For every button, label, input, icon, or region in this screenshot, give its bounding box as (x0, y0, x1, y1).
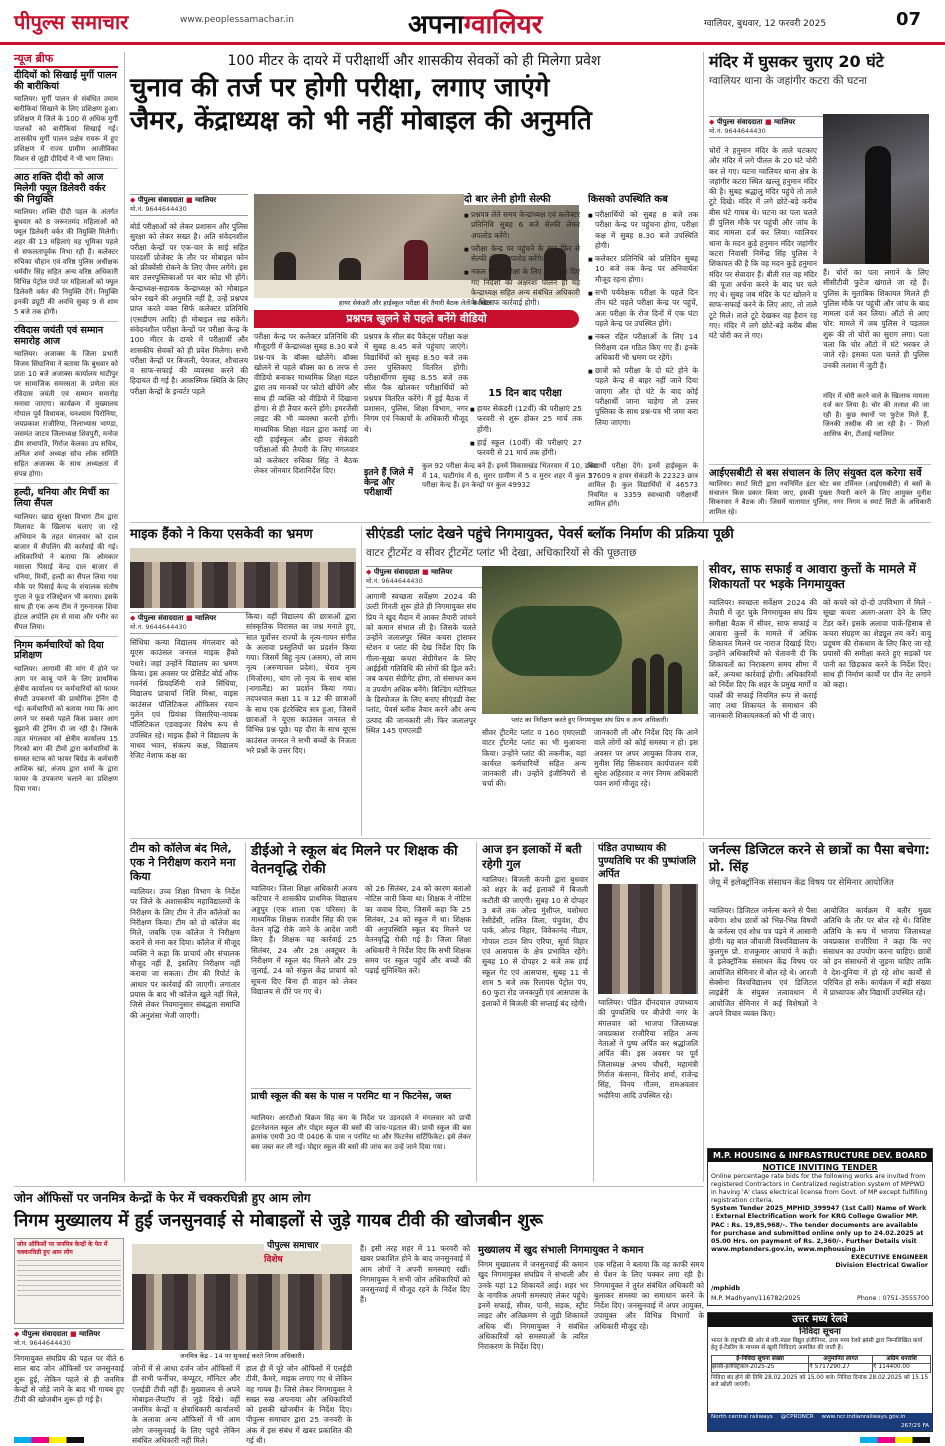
masthead (0, 0, 945, 46)
railway-body: भारत के राष्ट्रपति की ओर से वरि.मंडल विद्युत इंजीनियर, उत्तर मध्य रेलवे झांसी द्वारा निम्नलिखित कार्य हेतु ई-टेंडरिंग के माध्यम से खुली निविदाएं आमंत्रित की जाती हैं। (711, 1338, 923, 1352)
selfie-item: ■ परीक्षा केन्द्र पर पहुंचने के बाद फिर से सेल्फी लेकर अपलोड करेंगे। (464, 244, 580, 265)
zone-text-col4: हैं। इसी तरह शहर में 11 फरवरी को खबर प्रकाशित होने के बाद जनसुनवाई में आम लोगों ने अपनी समस्याएं रखीं। निगमायुक्त ने सभी जोन अधिकारियों को जनसुनवाई में मौजूद रहने के निर्देश दिए हैं। (360, 1244, 470, 1305)
zone-text-col2: जोनों में से आधा दर्जन जोन ऑफिसों में ही सभी फर्नीचर, कंप्यूटर, मॉनिटर और एलईडी टीवी नहीं हैं। मुख्यालय से अपने मोबाइल-लैपटॉप से जुड़े दिखे। वहीं जनमित्र केन्द्रों व क्षेत्राधिकारी कार्यालयों के अलावा अन्य ऑफिसों में भी आम लोग जनसुनवाई के लिए पहुंचे लेकिन संबंधित अधिकारी नहीं मिले। (132, 1364, 240, 1446)
byline: ◆ पीपुल्स संवाददाता ■ ग्वालियर मो.नं. 9644644430 (14, 1328, 124, 1350)
bus-headline: प्राची स्कूल की बस के पास न परमिट था न फिटनेस, जब्त (251, 1088, 471, 1103)
presence-item: ■ कलेक्टर प्रतिनिधि को प्रतिदिन सुबह 10 बजे तक केन्द्र पर अनिवार्यतः मौजूद रहना होगा। (588, 254, 698, 285)
railway-footer (708, 1413, 932, 1431)
tender-footer-right: Phone : 0751-3555700 (857, 1294, 929, 1302)
column-rule (361, 526, 362, 836)
column-rule (703, 842, 704, 1182)
divider (14, 483, 118, 484)
presence-item: ■ नकल रहित परीक्षाओं के लिए 14 निरीक्षण दल गठित किए गए हैं। इनके अधिकारी भी भ्रमण पर रहेंगे। (588, 332, 698, 363)
railway-footer-left: North central railways (711, 1414, 773, 1420)
tender-footer-left: M.P. Madhyam/116782/2025 (711, 1294, 801, 1302)
tender-notice (707, 1148, 933, 1306)
mike-hanko-story (130, 526, 356, 836)
railway-notice-no: 267/25 FA (901, 1423, 929, 1429)
sewer-story (709, 562, 931, 836)
tender-social: /mphidb (711, 1284, 741, 1292)
college-headline: टीम को कॉलेज बंद मिले, एक ने निरीक्षण कराने मना किया (130, 842, 236, 883)
tender-title: NOTICE INVITING TENDER (762, 1163, 878, 1172)
lead-subhead: प्रश्नपत्र खुलने से पहले बनेंगे वीडियो (254, 310, 579, 328)
column-rule (593, 842, 594, 1182)
lead-text-col1: बोर्ड परीक्षाओं को लेकर प्रशासन और पुलिस सुरक्षा को लेकर सख्त है। अति संवेदनशील परीक्षा केन्द्रों पर एक-चार के साई सहित पारदर्शी प्रोजेक्ट के तौर पर मोबाइल फोन को फ्रीक्वेंसी रोकने के लिए जैमर लगेंगे। इस बार उत्तरपुस्तिकाओं पर बार कोड भी होंगे। केन्द्राध्यक्ष-सहायक केन्द्राध्यक्ष को मोबाइल फोन रखने की अनुमति नहीं है, उन्हें प्रश्नपत्र प्राप्त करते वक्त सिर्फ कलेक्टर प्रतिनिधि (एसडीएम आदि) ही मोबाइल रख सकेंगे। संवेदनशील परीक्षा केन्द्रों पर परीक्षा केन्द्र के 100 मीटर के दायरे में परीक्षार्थी और शासकीय सेवकों को ही प्रवेश मिलेगा। सभी परीक्षा केन्द्रों पर बिजली, पेयजल, शौचालय व साफ-सफाई की व्यवस्था करने की हिदायत दी गई है। आकस्मिक स्थिति के लिए परीक्षा केन्द्रों के इन्वर्टर पहले (130, 222, 248, 396)
selfie-title: दो बार लेनी होगी सेल्फी (464, 194, 580, 205)
stp-photo-caption: प्लांट का निरीक्षण करते हुए निगमायुक्त संघ प्रिय व अन्य अधिकारी। (482, 716, 698, 724)
bus-body: ग्वालियर। आरटीओ विक्रम सिंह कंग के निर्देश पर उड़नदस्ते ने मंगलवार को प्राची इंटरनेशनल स्कूल और पोद्दार स्कूल की बसों की जांच-पड़ताल की। प्राची स्कूल की बस क्रमांक एमपी 30 पी 0406 के पास न परमिट था और फिटनेस सर्टिफिकेट। इसे लेकर बस जब्त कर ली गई। पोद्दार स्कूल की बसों की जांच कर उन्हें जाने दिया गया। (251, 1114, 471, 1151)
mike-photo (130, 548, 356, 608)
paper-logo: पीपुल्स समाचार (14, 10, 129, 34)
power-headline: आज इन इलाकों में बती रहेगी गुल (482, 842, 582, 871)
brief-body: ग्वालियर। अजाक्स के जिला प्रभारी विजय सिंघानिया ने बताया कि बुधवार को प्रातः 10 बजे अजाक्स कार्यालय थाटीपुर पर सामाजिक समरसता के प्रणेता संत रविदास जयंती एवं सम्मान समारोह मनाया जाएगा। कार्यक्रम में मुख्यालय गोपाल पूर्व विधायक, घनश्याम पिरोनिया, जयप्रकाश राजौरिया, निलाभ्यास भाण्डा, जसमंत जाटव जिलाध्यक्ष शिवपुरी, मनोज डीम सभापति, गिर्राज केलका उप सचिव, अनिल शर्मा अध्यक्ष सोच लोक समिति सहित अजाक्स के साथ अध्यक्षता में संपन्न होगा। (14, 350, 118, 479)
divider (14, 636, 118, 637)
brief-body: ग्वालियर। मुर्गी पालन से संबंधित तमाम बारीकियां सिखाने के लिए प्रशिक्षण हुआ। प्रशिक्षण में जिले के 100 से अधिक मुर्गी पालकों को बारीकियां सिखाई गईं। शासकीय मुर्गी पालन प्रक्षेत्र रायरू में हुए प्रशिक्षण में राज्य ग्रामीण आजीविका मिशन से जुड़ी दीदियों ने भी भाग लिया। (14, 95, 118, 164)
masthead-rule (0, 42, 945, 45)
brief-headline: आठ शक्ति दीदी को आज मिलेगी फ्यूल डिलेवरी वर्कर की नियुक्ति (14, 172, 106, 205)
tender-footer (711, 1295, 929, 1303)
brief-headline: निगम कर्मचारियों को दिया प्रशिक्षण (14, 639, 104, 662)
temple-subhead: ग्वालियर थाना के जहांगीर कटरा की घटना (709, 75, 868, 87)
zone-kicker: जोन ऑफिसों पर जनमित्र केन्द्रों के फेर में चक्करघिन्नी हुए आम लोग (14, 1191, 311, 1205)
mike-headline: माइक हैंको ने किया एसकेवी का भ्रमण (130, 527, 313, 542)
railway-dates: निविदा बंद होने की तिथि 28.02.2025 को 15.00 बजे। निविदा दिनांक 28.02.2025 को 15.15 बजे खोली जाएंगी। (711, 1374, 929, 1389)
byline: ◆ पीपुल्स संवाददाता ■ ग्वालियर मो.नं. 9644644430 (130, 194, 248, 216)
clipping-text: जोन ऑफिसों पर जनमित्र केन्द्रों के फेर में चक्करघिन्नी हुए आम लोग (17, 1241, 108, 1256)
deo-text-col1: ग्वालियर। जिला शिक्षा अधिकारी अजय कटियार ने शासकीय प्राथमिक विद्यालय अड्डपुर (एक शाला एक परिसर) के माध्यमिक शिक्षक राजवीर सिंह की एक वेतन वृद्धि रोके जाने के आदेश जारी किए हैं। शिक्षक यह कार्रवाई 25 सितंबर, 24 और 28 अक्टूबर के निरीक्षण में स्कूल बंद मिलने और 29 जुलाई, 24 को संकुल केंद्र प्राचार्य को सूचना दिए बिना ही वाहन को लेकर विद्यालय से दौरे पर गए थे। (251, 884, 357, 996)
tender-signature (708, 1254, 932, 1270)
railway-header: उत्तर मध्य रेलवे (708, 1313, 932, 1327)
lead-text-col2: परीक्षा केन्द्र पर कलेक्टर प्रतिनिधि की मौजूदगी में केन्द्राध्यक्ष सुबह 8.30 बजे प्रश्न-पत्र के बॉक्स खोलेंगे। बॉक्स खोलने से पहले बॉक्स का 6 तरफ से वीडियो बनाकर माध्यमिक शिक्षा मंडल द्वारा तय मानकों पर फोटो खींचेंगे और साथ ही व्यक्ति को वीडियो में दिखाना होगा। से ही तैयार करने होंगे। इमरजेंसी लाइट की भी व्यवस्था करनी होगी। माध्यमिक शिक्षा मंडल द्वारा कराई जा रही हाईस्कूल और हायर सेकंडरी परीक्षाओं की तैयारी के लिए मंगलवार को कलेक्टर रुचिका सिंह ने बैठक लेकर जोनवार दिशानिर्देश दिए। (254, 332, 358, 475)
sewer-text-col1: ग्वालियर। स्वच्छता सर्वेक्षण 2024 की तैयारी में जुट चुके निगमायुक्त संघ प्रिय समीक्षा बैठक में सीवर, साफ सफाई व आवारा कुत्तों के मामले में अधिक शिकायत मिलने पर नाराज दिखाई दिए। उन्होंने अधिकारियों को चेतावनी दी कि शिकायतों का निराकरण समय सीमा में करें, अन्यथा कार्रवाई होगी। अधिकारियों को निर्देश दिए कि शहर के प्रमुख मार्गों व पार्कों की सफाई नियमित रूप से कराई जाए तथा शिकायत के समाधान की जानकारी शिकायतकर्ता को भी दी जाए। (709, 598, 817, 721)
byline: ◆ पीपुल्स संवाददाता ■ ग्वालियर मो.नं. 9644644430 (130, 612, 248, 634)
zone-photo (132, 1244, 352, 1350)
byline: ◆ पीपुल्स संवाददाता ■ ग्वालियर मो.नं. 9644644430 (366, 566, 484, 588)
temple-text-col1: चोरों ने हनुमान मंदिर के ताले चटकाए और मंदिर में लगे पीतल के 20 घंटे चोरी कर ले गए। घटना ग्वालियर थाना क्षेत्र के जहांगीर कटरा स्थित खल्लू हनुमान मंदिर की है। सुबह श्रद्धालु मंदिर पहुंचे तो ताले टूटे दिखे। मंदिर में लगे छोटे-बड़े करीब बीस घंटे गायब थे। घटना का पता चलते ही पुलिस मौके पर पहुंची और जांच के बाद मामला दर्ज कर लिया। ग्वालियर थाना के मदन कुड़े हनुमान मंदिर जहांगीर कटरा निवासी निर्मेन्द्र सिंह पुलिस ने शिकायत की है कि वह मदन कुड़े हनुमान मंदिर पर सेवादार हैं। बीती रात वह मंदिर की पूजा अर्चना करने के बाद घर चले गए थे। सुबह जब मंदिर के पट खोलने व साफ-सफाई करने के लिए आए, तो ताले टूटे मिले। ताले टूटे देखकर वह हैरान रह गए। मंदिर में लगे छोटे-बड़े करीब बीस घंटे चोरी कर ले गए। (709, 146, 817, 341)
sewer-text-col2: को कचरे को दो-दो उपविभाग में मिले - सूखा कचरा अलग-अलग देने के लिए टेंडर करें। इसके अलावा पार्क-हिसाब से कचरा संग्रहण का शेड्यूल तय करें। वायु प्रदूषण की रोकथाम के लिए किए जा रहे प्रयासों की समीक्षा करते हुए सड़कों पर पानी का छिड़काव करने के निर्देश दिए। साथ ही निर्माण कार्यों पर ग्रीन नेट लगाने को कहा। (823, 598, 931, 690)
brief-item (14, 641, 118, 794)
pandit-story (598, 842, 698, 1182)
brief-headline: दीदियों को सिखाईं मुर्गी पालन की बारीकियां (14, 70, 117, 92)
stp-text-col3: जानकारी ली और निर्देश दिए कि आने वाले लोगों को कोई समस्या न हो। इस अवसर पर अपर आयुक्त विजय राज, मुनीश सिंह सिकरवार कार्यपालन यंत्री सुरेश अहिरवार व नगर निगम अधिकारी पवन शर्मा मौजूद रहे। (594, 728, 698, 789)
news-brief-column (14, 52, 118, 1182)
section-title: अपनाग्वालियर (408, 10, 543, 40)
deo-story (251, 842, 471, 1182)
tender-body: Online percentage rate bids for the following works are invited from registered Contractors in Centralized registration system of MPPWD in having 'A' class electrical license from Govt. of MP except fulfilling registration criteria. (711, 1173, 928, 1205)
brief-body: ग्वालियर। आगामी की मांग में होने पर आग पर काबू पाने के लिए प्राथमिक क्षेत्रीय कार्यालय पर कर्मचारियों को फायर सेफ्टी उपकरणों की प्रायोगिक ट्रेनिंग दी गई। कर्मचारियों को बताया गया कि आग लगने पर सबसे पहले किस प्रकार आग बुझाने की ट्रेनिंग दी जा रही है। जिसके तहत मंगलवार को क्षेत्रीय कार्यालय 15 गिरको बाग की टीमों द्वारा कर्मचारियों के समस्त स्टाफ को फायर बिग्रेड के कर्मचारी आशिक खां, अंजय द्वारा शर्मा के द्वारा फायर के उपकरण चलाने का प्रशिक्षण दिया गया। (14, 664, 118, 793)
stp-photo (482, 566, 698, 714)
zone-headline: निगम मुख्यालय में हुई जनसुनवाई से मोबाइलों से जुड़े गायब टीवी की खोजबीन शुरू (14, 1211, 543, 1231)
clipping-inset (14, 1238, 124, 1324)
section-rule (14, 1186, 704, 1187)
brief-headline: हल्दी, धनिया और मिर्ची का लिया सैंपल (14, 487, 110, 509)
isbt-story (709, 464, 931, 522)
stp-subhead: वाटर ट्रीटमेंट व सीवर ट्रीटमेंट प्लांट भी देखा, अधिकारियों से की पूछताछ (366, 547, 637, 559)
brief-body: ग्वालियर। शक्ति दीदी पहल के अंतर्गत बुधवार को 8 जरूरतमंद महिलाओं को फ्यूल डिलेवरी वर्कर की नियुक्ति मिलेगी। शहर की 13 महिलाएं यह भूमिका पहले से सफलतापूर्वक निभा रही हैं। कलेक्टर रुचिका चौहान एवं वरिष्ठ पुलिस अधीक्षक धर्मवीर सिंह सहित अन्य वरिष्ठ अधिकारी विभिन्न पेट्रोल पंपों पर महिलाओं को फ्यूल डिलेवरी वर्कर की नियुक्ति देंगे। नियुक्ति इनकी ड्यूटी की अवधि सुबह 9 से शाम 5 बजे तक होगी। (14, 208, 118, 317)
brief-item (14, 71, 118, 164)
railway-table (711, 1355, 931, 1373)
tender-header: M.P. HOUSING & INFRASTRUCTURE DEV. BOARD (708, 1149, 932, 1162)
website: www.peoplessamachar.in (180, 15, 294, 25)
lead-headline (130, 72, 698, 138)
power-body: ग्वालियर। बिजली कंपनी द्वारा बुधवार को शहर के कई इलाकों में बिजली कटौती की जाएगी। सुबह 10 से दोपहर 3 बजे तक ओल्ड मुंशीप्ल, यशोधरा रेसीडेंसी, ललित विला, पंचुवंश, दीप पार्क, ओल्ड विहार, विवेकानंद नीडम, गोपाल टाउन शिप एरिया, सूर्या विहार एवं आसपास के क्षेत्र प्रभावित रहेंगे। सुबह 10 से दोपहर 2 बजे तक हाई स्कूल गेट एवं आसपास, सुबह 11 से शाम 5 बजे तक रिलायंस पेट्रोल पंप, 60 फुटा रोड जनकपुरी एवं आसपास के इलाकों में बिजली की सप्लाई बंद रहेगी। (482, 875, 588, 1008)
lead-photo-caption: हायर सेकंडरी और हाईस्कूल परीक्षा की तैयारी बैठक लेती कलेक्टर। (254, 299, 579, 307)
lead-story (130, 52, 698, 517)
news-brief-label: न्यूज ब्रीफ (14, 52, 118, 68)
lead-headline-line2: जैमर, केंद्राध्यक्ष को भी नहीं मोबाइल की अनुमति (130, 106, 592, 136)
presence-item: ■ छात्रों को परीक्षा के दो घंटे होने के पहले केन्द्र से बाहर नहीं जाने दिया जाएगा और दो घंटे के बाद कोई परीक्षार्थी जाना चाहेगा तो उत्तर पुस्तिका के साथ प्रश्न-पत्र भी जमा करा लिया जाएगा। (588, 366, 698, 428)
railway-th: अग्रिम धनराशि (872, 1355, 930, 1364)
journals-headline: जर्नल्स डिजिटल करने से छात्रों का पैसा बचेगा: प्रो. सिंह (709, 843, 930, 875)
section-rule (130, 838, 931, 839)
centers-text: कुल 92 परीक्षा केन्द्र बने हैं। इनमें विकासखंड भितरवार में 10, डबरा में 14, घाटीगांव में 6, मुरार ग्रामीण में 5 व मुरार शहर में कुल 57 परीक्षा केन्द्र हैं। इन केन्द्रों पर कुल 49932 (422, 462, 597, 490)
college-story (130, 842, 240, 1182)
railway-footer-handle: @CPRONCR (780, 1414, 814, 1420)
commissioner-text-col1: निगम मुख्यालय में जनसुनवाई की कमान खुद निगमायुक्त संघप्रिय ने संभाली और उनके यहां 12 शिकायतें आई। शहर भर के नागरिक अपनी समस्याएं लेकर पहुंचे। इनमें सफाई, सीवर, पानी, सड़क, स्ट्रीट लाइट और अतिक्रमण से जुड़ी शिकायतें अधिक थीं। निगमायुक्त ने संबंधित अधिकारियों को समस्याओं के त्वरित निराकरण के निर्देश दिए। (478, 1260, 588, 1352)
selfie-item: ■ नकल रहित परीक्षा के लिए बोर्ड द्वारा दिए गए निर्देशों का अक्षरशः पालन हो यह केन्द्राध्यक्ष सहित अन्य संबंधित अधिकारी के खिलाफ कार्रवाई होगी। (464, 267, 580, 308)
column-rule (476, 842, 477, 1182)
presence-title: किसको उपस्थिति कब (588, 194, 668, 205)
zone-special-label: विशेष (264, 1255, 283, 1265)
tender-details: System Tender 2025_MPHID_399947 (1st Call) Name of Work : External Electrification work for KRG College Gwalior MP. PAC : Rs. 19,85,968/-. The tender documents are available for purchase and submitted online only up to 24.02.2025 at 05.00 Hrs. on payment of Rs. 2,360/-. Further Details visit www.mptenders.gov.in, www.mphousing.in (711, 1205, 927, 1253)
journals-story (709, 842, 931, 1132)
stp-story (366, 526, 734, 836)
presence-item: ■ सभी पर्यवेक्षक परीक्षा के पहले दिन तीन घंटे पहले परीक्षा केन्द्र पर पहुंचें, अतः परीक्षा के रोज दिनों में एक घंटा पहले केन्द्र पर उपस्थित होंगे। (588, 288, 698, 329)
column-rule (703, 52, 704, 522)
byline: ◆ पीपुल्स संवाददाता ■ ग्वालियर मो.नं. 9644644430 (709, 116, 827, 138)
railway-table-header (712, 1355, 931, 1364)
selfie-item: ■ प्रश्नपत्र लेते समय केन्द्राध्यक्ष एवं कलेक्टर प्रतिनिधि सुबह 6 बजे सेल्फी लेकर अपलोड करेंगे। (464, 210, 580, 241)
college-body: ग्वालियर। उच्च शिक्षा विभाग के निर्देश पर जिले के अशासकीय महाविद्यालयों के निरीक्षण के लिए टीम ने तीन कॉलेजों का निरीक्षण किया। टीम को दो कॉलेज बंद मिले, जबकि एक कॉलेज ने निरीक्षण कराने से मना कर दिया। कॉलेज में मौजूद व्यक्ति ने कहा कि प्राचार्य और संचालक मौजूद नहीं हैं, इसलिए निरीक्षण नहीं कराया जा सकता। टीम की रिपोर्ट के आधार पर कार्रवाई की जाएगी। लगातार प्रयास के बाद भी कॉलेज खुले नहीं मिले, जिसे लेकर नियमानुसार संबद्धता समाप्ति की अनुशंसा भेजी जाएगी। (130, 887, 240, 1020)
brief-item (14, 326, 118, 479)
schedule-item: ■ हायर सेकंडरी (12वीं) की परीक्षाएं 25 फरवरी से शुरू होकर 25 मार्च तक होंगी। (470, 404, 582, 435)
presence-item: ■ परीक्षार्थियों को सुबह 8 बजे तक परीक्षा केन्द्र पर पहुंचना होगा, परीक्षा कक्ष में सुबह 8.30 बजे उपस्थिति होगी। (588, 210, 698, 251)
railway-td: ₹ 114400.00 (872, 1364, 930, 1373)
brief-item (14, 173, 118, 317)
journals-subhead: जेयू में इलेक्ट्रॉनिक संसाधन केंद्र विषय पर सेमिनार आयोजित (709, 878, 894, 888)
stp-text-col1: आगामी स्वच्छता सर्वेक्षण 2024 की उल्टी गिनती शुरू होते ही निगमायुक्त संघ प्रिय ने खुद मैदान में आकर तैयारी जांचने को कमान संभाल ली है। जिसके चलते उन्होंने जलालपुर स्थित कचरा ट्रांसफर स्टेशन व प्लांट की देख निर्देश दिए कि गीला-सूखा कचरा सेग्रीगेशन के लिए आईईसी गतिविधि की लोगों की ड्रिल करें। जब कचरा सेग्रीगेट होगा, तो संसाधन कम व उपयोग अधिक बनेंगे। बिल्डिंग मटेरियल के डिस्पोजल के लिए बनाए सीएंडडी वेस्ट प्लांट, पेवर्स ब्लॉक तैयार करने और अन्य उत्पाद की जानकारी ली। फिर जलालपुर स्थित 145 एमएलडी (366, 592, 476, 735)
column-rule (703, 560, 704, 836)
temple-text-col2: हैं। चोरों का पता लगाने के लिए सीसीटीवी फुटेज खंगाले जा रहे हैं। पुलिस के मुताबिक शिकायत मिलते ही पुलिस मौके पर पहुंची और जांच के बाद मामला दर्ज कर लिया। ऑटो से आए चोर: मामले में जब पुलिस ने पड़ताल शुरू की तो चोरों का सुराग लगा। पता चला कि चोर ऑटो में घंटे भरकर ले जाते रहे। इसका पता चलते ही पुलिस उनकी तलाश में जुटी है। (823, 268, 929, 370)
selfie-list (464, 210, 580, 312)
railway-td: ₹ 5717290.27 (809, 1364, 873, 1373)
zone-text-col1: निगमायुक्त संघप्रिय की पहल पर वीते 6 साल बाद जोन ऑफिसों पर जनसुनवाई शुरू हुई, लेकिन पहले से ही जनमित्र केन्द्रों से जोड़े जाने के बाद भी गायब हुए टीवी की खोजबीन शुरू हो गई है। (14, 1354, 124, 1405)
zone-text-col3: हाल ही में पूरे जोन ऑफिसों में एलईडी टीवी, कैमरे, माइक लगाए गए थे लेकिन वह गायब हैं। जिसे लेकर निगमायुक्त ने सख्त रुख अपनाया और अधिकारियों को इसकी खोजबीन के निर्देश दिए। पीपुल्स समाचार द्वारा 25 जनवरी के अंक में इस संबंध में खबर प्रकाशित की गई थी। (246, 1364, 352, 1446)
print-color-bar (0, 1436, 945, 1445)
zone-inset-label: पीपुल्स समाचार (267, 1241, 319, 1251)
brief-item (14, 488, 118, 631)
schedule-item: ■ हाई स्कूल (10वीं) की परीक्षाएं 27 फरवरी से 21 मार्च तक होंगी। (470, 438, 582, 459)
mike-text-col1: सिंधिया कन्या विद्यालय मंगलवार को यूएस काउंसल जनरल माइक हैंको पधारे। जहां उन्होंने विद्यालय का भ्रमण किया। इस अवसर पर प्रेसिडेंट बोर्ड ऑफ गवर्नर्स प्रियदर्शिनी राजे सिंधिया, विद्यालय प्राचार्या निशि मिश्रा, वाइस काउंसल पॉलिटिकल ऑफिसर रयान गुलेन एवं प्रियंका विसारिया-नायक पॉलिटिकल एडवाइजर विशेष रूप से उपस्थित रहे। माइक हैंको ने विद्यालय के माधव भवन, संकल्प कक्ष, विद्यालय रेजिट नेशाफ कक्ष का (130, 638, 238, 761)
divider (14, 321, 118, 322)
railway-notice (707, 1312, 933, 1432)
zone-story (14, 1190, 704, 1446)
deo-headline: डीईओ ने स्कूल बंद मिलने पर शिक्षक की वेतनवृद्धि रोकी (251, 843, 458, 877)
railway-th: ई-निविदा सूचना संख्या (712, 1355, 809, 1364)
dateline: ग्वालियर, बुधवार, 12 फरवरी 2025 (704, 19, 827, 29)
pandit-headline: पंडित उपाध्याय की पुण्यतिथि पर की पुष्पांजलि अर्पित (598, 843, 696, 880)
temple-theft-story (709, 52, 931, 462)
deo-text-col2: को 26 सितंबर, 24 को कारण बताओ नोटिस जारी किया था। शिक्षक ने नोटिस का जवाब दिया, जिसमें कहा कि 25 सितंबर, 24 को स्कूल में था। शिक्षक की अनुपस्थिति स्कूल बंद मिलने पर वेतनवृद्धि रोकी गई है। जिला शिक्षा अधिकारी ने निर्देश दिए कि सभी शिक्षक समय पर स्कूल पहुंचें और बच्चों की पढ़ाई सुनिश्चित करें। (365, 884, 471, 976)
column-rule (245, 842, 246, 1182)
commissioner-text-col2: एक महिला ने बताया कि वह काफी समय से पेंशन के लिए चक्कर लगा रही है। निगमायुक्त ने तुरंत संबंधित अधिकारी को बुलाकर समस्या का समाधान करने के निर्देश दिए। जनसुनवाई में अपर आयुक्त, उपायुक्त और विभिन्न विभागों के अधिकारी मौजूद रहे। (594, 1260, 704, 1331)
stp-headline: सीएंडडी प्लांट देखने पहुंचे निगमायुक्त, पेवर्स ब्लॉक निर्माण की प्रक्रिया पूछी (366, 526, 734, 542)
brief-headline: रविदास जयंती एवं सम्मान समारोह आज (14, 325, 104, 347)
railway-title: निविदा सूचना (799, 1327, 841, 1337)
zone-special-tag (264, 1238, 321, 1251)
centers-label: इतने हैं जिले में केन्द्र और परीक्षार्थी (364, 468, 414, 499)
pandit-photo (598, 884, 698, 994)
page-number: 07 (896, 9, 922, 30)
zone-photo-caption: जनमित्र केंद्र - 14 पर सुनवाई करते निगम अधिकारी। (132, 1352, 352, 1360)
railway-footer-site: www.ncr.indianrailways.gov.in (821, 1414, 906, 1420)
brief-body: ग्वालियर। खाद्य सुरक्षा विभाग टीम द्वारा मिलावट के खिलाफ चलाए जा रहे अभियान के तहत मंगलवार को दाल बाजार में सैंपलिंग की कार्रवाई की गई। अधिकारियों ने बताया कि ओमकार मसाला पिसाई केन्द्र दाल बाजार से धनिया, मिर्ची, हल्दी का सैंपल लिया गया मौके पर पिसाई केन्द्र के संचालक संतोष गुप्ता ने फूड रजिस्ट्रेशन भी कराया। इसके साथ ही एक अन्य टीम ने गुरुनानक शिवा होटल अपोलि हम से मावा और पनीर का सैंपल लिया। (14, 512, 118, 631)
temple-headline: मंदिर में घुसकर चुराए 20 घंटे (709, 52, 884, 71)
railway-table-row (712, 1364, 931, 1373)
presence-list (588, 210, 698, 431)
tender-signature-division: Division Electrical Gwalior (835, 1262, 928, 1270)
lead-text-col3: प्रश्नपत्र के सील बंद पैकेट्स परीक्षा कक्ष में सुबह 8.45 बजे पहुंचाए जाएंगे। विद्यार्थियों को सुबह 8.50 बजे तक उत्तर पुस्तिकाएं वितरित होंगी। परीक्षार्थीगण सुबह 8.55 बजे तक सील पैक खोलकर परीक्षार्थियों को प्रश्नपत्र वितरित करेंगे। मैं हुई बैठक में प्रशासन, पुलिस, शिक्षा विभाग, नगर निगम एवं निकायों के अधिकारी मौजूद थे। (364, 332, 468, 434)
railway-th: अनुमानित लागत (809, 1355, 873, 1364)
column-rule (124, 52, 125, 1182)
power-cut-story (482, 842, 588, 1182)
pandit-body: ग्वालियर। पंडित दीनदयाल उपाध्याय की पुण्यतिथि पर बीजेपी नगर के मंगलवार को भाजपा जिलाध्यक्ष जयप्रकाश राजौरिया सहित अन्य नेताओं ने पुष्प अर्पित कर श्रद्धांजलि अर्पित की। इस अवसर पर पूर्व जिलाध्यक्ष अभय चौधरी, महामंत्री गिर्राज कंसाना, विनोद शर्मा, राजेन्द्र सिंह, विनय गौतम, रामअवतार भदौरिया आदि उपस्थित रहे। (598, 998, 698, 1100)
isbt-headline: आईएसबीटी से बस संचालन के लिए संयुक्त दल करेगा सर्वे (709, 468, 922, 479)
journals-text-col2: आयोजित कार्यक्रम में बतौर मुख्य अतिथि के तौर पर बोल रहे थे। विशिष्ट अतिथि के रूप में भाजपा जिलाध्यक्ष जयप्रकाश राजौरिया ने कहा कि नए संसाधन का उपयोग करना चाहिए। छात्रों को इन संसाधनों से जुड़ना चाहिए ताकि वे देश-दुनिया में हो रहे शोध कार्यों से परिचित हो सकें। कार्यक्रम में बड़ी संख्या में प्राध्यापक और विद्यार्थी उपस्थित रहे। (823, 906, 931, 998)
section-rule (130, 522, 931, 523)
journals-text-col1: ग्वालियर। डिजिटल जर्नल्स करने से पैसा बचेगा। शोध छात्रों को भिन्न-भिन्न विषयों के जर्नल्स एवं शोध पत्र पढ़ने में आसानी होगी। यह बात जीवाजी विश्वविद्यालय के कुलगुरु प्रो. राजकुमार आचार्य ने कही। वे इलेक्ट्रॉनिक संसाधन केंद्र विषय पर आयोजित सेमिनार में बोल रहे थे। आरजी सेक्सेना विश्वविद्यालय एवं डिजिटल लाइब्रेरी के संयुक्त तत्वावधान में आयोजित सेमिनार में कई विशेषज्ञों ने अपने विचार व्यक्त किए। (709, 906, 817, 1018)
schedule-list (470, 404, 582, 461)
tender-signature-title: EXECUTIVE ENGINEER (850, 1253, 928, 1261)
schedule-title: 15 दिन बाद परीक्षा (488, 388, 562, 399)
mike-text-col2: किया। वहीं विद्यालय की छात्राओं द्वारा सांस्कृतिक विरासत का जश्न मनाते हुए, सात पूर्वोत्तर राज्यों के नृत्य-गायन संगीत के अलावा प्रस्तुतियों का प्रदर्शन किया गया। जिसमें बिहू नृत्य (असम), लो लाम नृत्य (अरुणाचल प्रदेश), चेराव नृत्य (मिजोरम), चांग लो नृत्य के साथ बांस (नागालैंड) का प्रदर्शन किया गया। तदपश्चात कक्षा 11 व 12 की छात्राओं के साथ एक इंटरेक्टिव सत्र हुआ, जिसमें छात्राओं ने यूएस काउंसल जनरल से विभिन्न प्रश्न पूछे। यह दौरा के साथ यूएस काउंसल जनरल ने सभी बच्चों के निजता भरे प्रश्नों के उत्तर दिए। (246, 612, 356, 755)
commissioner-headline: मुख्यालय में खुद संभाली निगमायुक्त ने कमान (478, 1245, 644, 1256)
divider (14, 168, 118, 169)
temple-police-quote: मंदिर में चोरी करने वाले के खिलाफ मामला दर्ज कर लिया है। चोर की तलाश की जा रही है। कुछ स्थानों पर फुटेज मिले हैं, जिनकी तस्दीक की जा रही है। - मिर्ज़ा आसिफ बेग, टीआई ग्वालियर (823, 392, 929, 438)
temple-photo (823, 114, 929, 264)
isbt-body: ग्वालियर। स्मार्ट सिटी द्वारा नवनिर्मित इंटर स्टेट बस टर्मिनल (आईएसबीटी) से बसों के संचालन किस प्रकार किया जाए, इसकी पुख्ता तैयारी करने के लिए आयुक्त मुनीश सिकरवार ने बैठक ली। जिसमें यातायात पुलिस, नगर निगम व स्मार्ट सिटी के अधिकारी शामिल रहे। (709, 480, 931, 516)
stp-text-col2: सीवर ट्रीटमेंट प्लांट व 160 एमएलडी वाटर ट्रीटमेंट प्लांट का भी मुआयना किया। उन्होंने प्लांट की तकनीक, वहां कार्यरत कर्मचारियों सहित अन्य जानकारी ली। उन्होंने इंजीनियरों से चर्चा की। (482, 728, 586, 789)
students-text: विद्यार्थी परीक्षा देंगे। इनमें हाईस्कूल के 27609 व हायर सेकंडरी के 22323 छात्र शामिल हैं। कुल विद्यार्थियों में 46573 नियमित व 3359 स्वाध्यायी परीक्षार्थी शामिल होंगे। (588, 462, 698, 509)
lead-kicker: 100 मीटर के दायरे में परीक्षार्थी और शासकीय सेवकों को ही मिलेगा प्रवेश (227, 53, 601, 69)
lead-headline-line1: चुनाव की तर्ज पर होगी परीक्षा, लगाए जाएंगे (130, 73, 550, 103)
sewer-headline: सीवर, साफ सफाई व आवारा कुत्तों के मामले में शिकायतों पर भड़के निगमायुक्त (709, 562, 916, 591)
railway-td: झांसी-इलेक्ट्रिकल-2025-25 (712, 1364, 809, 1373)
